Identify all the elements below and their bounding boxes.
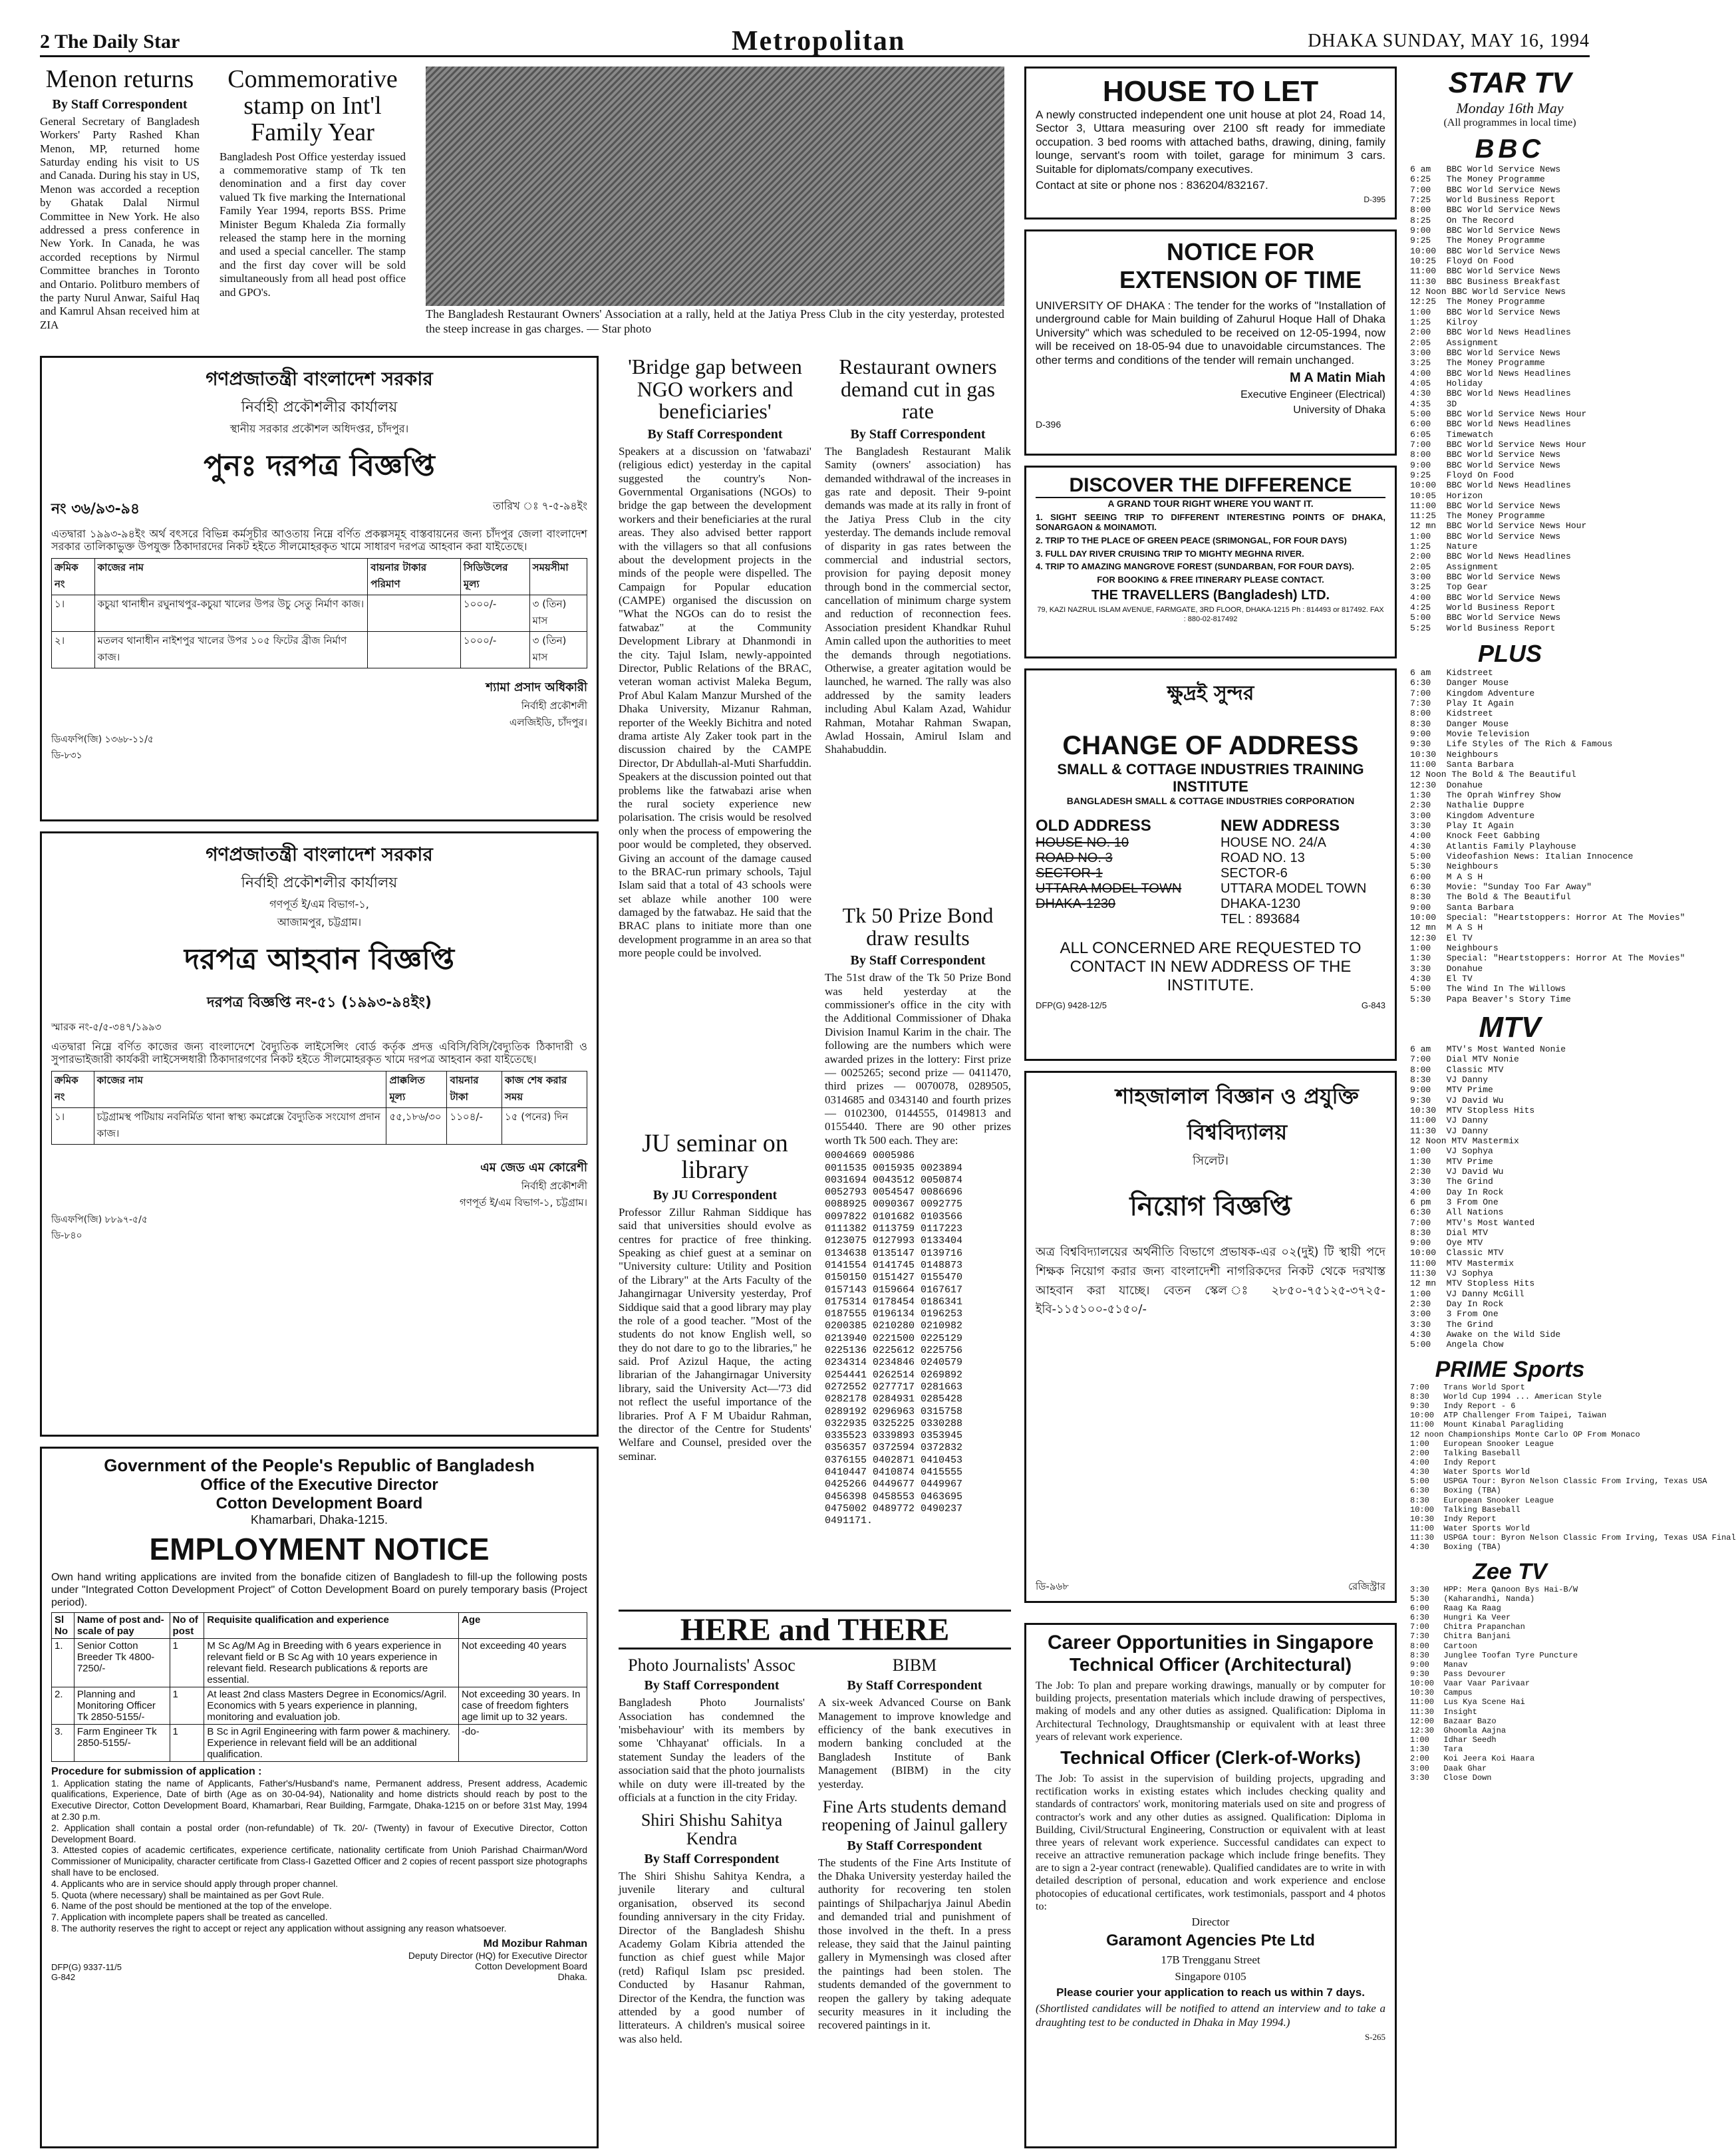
page-number: 2 The Daily Star: [40, 31, 180, 53]
mtv-logo: MTV: [1479, 1010, 1541, 1044]
col: বায়নার টাকার পরিমাণ: [368, 559, 461, 595]
ad-sub: স্থানীয় সরকার প্রকৌশল অধিদপ্তর, চাঁদপুর।: [229, 422, 409, 435]
col: কাজের নাম: [94, 559, 368, 595]
ad-tender-chittagong: [40, 831, 599, 1437]
ad-firm: Garamont Agencies Pte Ltd: [1106, 1932, 1315, 1950]
prime-schedule: 7:00 Trans World Sport 8:30 World Cup 1994 ... American Style 9:30 Indy Report - 6 10:00 ATP Challenger From Taipei, Taiwan 11:00 Mount Kinabal Paragliding 12 noon Championships Monte Carlo OP From Monaco 1:00 European Snooker League 2:00 Talking Baseball 4:00 Indy Report 4:30 Water Sports World 5:00 USPGA Tour: Byron Nelson Classic From Irving, Texas USA 6:30 Boxing (TBA) 8:30 European Snooker League 10:00 Talking Baseball 10:30 Indy Report 11:00 Water Sports World 11:30 USPGA tour: Byron Nelson Classic From Irving, Texas USA Final 4:30 Boxing (TBA): [1410, 1382, 1736, 1552]
ad-post: নির্বাহী প্রকৌশলী: [521, 1180, 587, 1193]
ad-office: নির্বাহী প্রকৌশলীর কার্যালয়: [241, 875, 398, 891]
col: সময়সীমা: [529, 559, 587, 595]
article-restaurant: [825, 356, 1011, 901]
bond-line: 0289192 0296963 0315758: [825, 1405, 963, 1417]
bond-line: 0134638 0135147 0139716: [825, 1247, 963, 1259]
new-address-line: TEL : 893684: [1221, 912, 1300, 927]
ad-item: 2. TRIP TO THE PLACE OF GREEN PEACE (SRIMONGAL, FOR FOUR DAYS): [1036, 535, 1347, 545]
article-body: The Shiri Shishu Sahitya Kendra, a juvenile literary and cultural organisation, observed its second founding anniversary in the city Friday. Director of the Bangladesh Shishu Academy Golam Kibria attended the function as chief guest while Major (retd) Rafiqul Islam psc presided. Conducted by Hasanur Rahman, Director of the Kendra, the function was attended by a good number of litterateurs. A children's musical soiree was also held.: [619, 1870, 805, 2045]
byline: By Staff Correspondent: [850, 953, 986, 968]
proc-item: 7. Application with incomplete papers shall be treated as cancelled.: [51, 1912, 328, 1923]
ad-post: Deputy Director (HQ) for Executive Director: [408, 1949, 587, 1961]
col: কাজ শেষ করার সময়: [502, 1072, 587, 1108]
old-address-line: DHAKA-1230: [1036, 897, 1116, 911]
old-address-line: UTTARA MODEL TOWN: [1036, 881, 1182, 896]
ad-gov: Government of the People's Republic of Bangladesh: [104, 1455, 535, 1475]
masthead: [40, 25, 1590, 57]
old-address-line: ROAD NO. 3: [1036, 851, 1113, 865]
job-body: The Job: To assist in the supervision of building projects, upgrading and rectification works in existing estates which includes checking quality and standards of contractors' work, monitoring materials used on site and progress of contractor's work and any other duties as assigned. Qualification: Diploma in Building, Civil/Structural Engineering, Construction or equivalent with at least three years of relevant work experience. Successful candidates can expect to receive an attractive remuneration package which include fringe benefits. They are to sign a 2-year contract (renewable). Qualified candidates are to write in with detailed description of personal, education and work experience and enclose photocopies of educational certificates, work testimonials, passport and 4 photos to:: [1036, 1773, 1385, 1912]
ad-heading: নিয়োগ বিজ্ঞপ্তি: [1129, 1191, 1292, 1222]
article-photojournalists: [619, 1656, 805, 2148]
proc-item: 3. Attested copies of academic certificates, experience certificate, nationality certificate from Unioh Parishad Chairman/Word Commissioner of Municipality, character certificate from Class-I Gazetted Officer and 2 copies of recent passport size photographs shall have to be enclosed.: [51, 1844, 587, 1878]
ad-address: Singapore 0105: [1175, 1969, 1246, 1983]
byline: By JU Correspondent: [652, 1187, 778, 1203]
bond-line: 0254441 0262514 0269892: [825, 1369, 963, 1381]
ad-body: এতদ্বারা ১৯৯৩-৯৪ইং অর্থ বৎসরে বিভিন্ন কর্মসূচীর আওতায় নিম্নে বর্ণিত প্রকল্পসমূহ বাস্তবায়নের জন্য চাঁদপুর জেলা বাংলাদেশ সরকার তালিকাভুক্ত উপযুক্ত ঠিকাদারদের নিকট হইতে সীলমোহরকৃত খামে সাধারণ দরপত্র আহবান করা যাইতেছে।: [51, 527, 587, 553]
article-body: The 51st draw of the Tk 50 Prize Bond was held yesterday at the commissioner's office in the city with the Additional Commissioner of Dhaka Division Inamul Karim in the chair. The following are the numbers which were awarded prizes in the lottery: First prize — 0025265; second prize — 0411470, third prizes — 0070078, 0289505, 0314685 and 0343140 and fourth prizes — 0102300, 0144555, 0149813 and 0155440. There are 90 other prizes worth Tk 500 each. They are:: [825, 971, 1011, 1147]
ad-discover: [1024, 466, 1397, 658]
new-address-line: ROAD NO. 13: [1221, 851, 1305, 865]
zee-logo: Zee TV: [1473, 1558, 1547, 1584]
headline: Shiri Shishu Sahitya Kendra: [641, 1810, 783, 1848]
table-row: ১। কচুয়া থানাধীন রঘুনাথপুর-কচুয়া খালের উপর উচু সেতু নির্মাণ কাজ। ১০০০/- ৩ (তিন) মাস: [52, 595, 587, 632]
ad-footer: FOR BOOKING & FREE ITINERARY PLEASE CONTACT.: [1097, 574, 1324, 585]
ad-sub: A GRAND TOUR RIGHT WHERE YOU WANT IT.: [1107, 498, 1314, 509]
ad-title: DISCOVER THE DIFFERENCE: [1036, 474, 1385, 498]
ad-code: D-395: [1364, 195, 1385, 205]
article-bibm: [818, 1656, 1011, 2148]
ad-title: HOUSE TO LET: [1102, 75, 1319, 108]
headline: Restaurant owners demand cut in gas rate: [839, 355, 997, 424]
col: ক্রমিক নং: [52, 559, 95, 595]
ad-org: University of Dhaka: [1293, 404, 1385, 416]
ad-place: গণপূর্ত ই/এম বিভাগ-১, চট্টগ্রাম।: [460, 1197, 587, 1209]
bond-line: 0052793 0054547 0086696: [825, 1187, 963, 1199]
col: Sl No: [52, 1612, 74, 1638]
bbc-schedule: 6 am BBC World Service News 6:25 The Money Programme 7:00 BBC World Service News 7:25 World Business Report 8:00 BBC World Service News 8:25 On The Record 9:00 BBC World Service News 9:25 The Money Programme 10:00 BBC World Service News 10:25 Floyd On Food 11:00 BBC World Service News 11:30 BBC Business Breakfast 12 Noon BBC World Service News 12:25 The Money Programme 1:00 BBC World Service News 1:25 Kilroy 2:00 BBC World News Headlines 2:05 Assignment 3:00 BBC World Service News 3:25 The Money Programme 4:00 BBC World News Headlines 4:05 Holiday 4:30 BBC World News Headlines 4:35 3D 5:00 BBC World Service News Hour 6:00 BBC World News Headlines 6:05 Timewatch 7:00 BBC World Service News Hour 8:00 BBC World Service News 9:00 BBC World Service News 9:25 Floyd On Food 10:00 BBC World News Headlines 10:05 Horizon 11:00 BBC World Service News 11:25 The Money Programme 12 mn BBC World Service News Hour 1:00 BBC World Service News 1:25 Nature 2:00 BBC World News Headlines 2:05 Assignment 3:00 BBC World Service News 3:25 Top Gear 4:00 BBC World Service News 4:25 World Business Report 5:00 BBC World Service News 5:25 World Business Report: [1410, 164, 1587, 633]
ad-gov: গণপ্রজাতন্ত্রী বাংলাদেশ সরকার: [206, 368, 433, 390]
new-address-line: HOUSE NO. 24/A: [1221, 835, 1326, 850]
ad-code-g: G-843: [1361, 1000, 1385, 1010]
ad-board: Cotton Development Board: [216, 1495, 423, 1512]
tender-table: [51, 558, 587, 668]
ad-office: নির্বাহী প্রকৌশলীর কার্যালয়: [241, 399, 398, 416]
bond-line: 0150150 0151427 0155470: [825, 1272, 963, 1284]
article-body: A six-week Advanced Course on Bank Management to improve knowledge and efficiency of the bank executives in modern banking concluded at the Bangladesh Institute of Bank Management (BIBM) in the city yesterday.: [818, 1696, 1011, 1791]
new-address-line: SECTOR-6: [1221, 866, 1288, 881]
ad-shahjalal: [1024, 1071, 1397, 1603]
ad-post: নির্বাহী প্রকৌশলী: [521, 700, 587, 712]
ad-title: পুনঃ দরপত্র বিজ্ঞপ্তি: [204, 449, 435, 483]
ad-no: দরপত্র বিজ্ঞপ্তি নং-৫১ (১৯৯৩-৯৪ইং): [207, 994, 432, 1011]
bond-line: 0011535 0015935 0023894: [825, 1162, 963, 1174]
ad-org: Cotton Development Board: [475, 1960, 587, 1971]
article-body: Bangladesh Post Office yesterday issued a commemorative stamp of Tk ten denomination and a first day cover valued Tk five marking the International Family Year 1994, reports BSS. Prime Minister Begum Khaleda Zia formally released the stamp here in the morning and used a special canceller. The stamp and the first day cover will be sold simultaneously from all head post office and GPO's.: [219, 150, 406, 299]
headline: Commemorative stamp on Int'l Family Year: [227, 65, 398, 146]
job-title: Technical Officer (Architectural): [1069, 1654, 1352, 1675]
bond-line: 0322935 0325225 0330288: [825, 1417, 963, 1429]
bond-line: 0456398 0458553 0463695: [825, 1491, 963, 1503]
photo-caption: The Bangladesh Restaurant Owners' Association at a rally, held at the Jatiya Press Club in the city yesterday, protested the steep increase in gas charges. — Star photo: [426, 307, 1004, 335]
bond-line: 0175314 0178454 0186341: [825, 1296, 963, 1308]
col: Requisite qualification and experience: [204, 1612, 459, 1638]
byline: By Staff Correspondent: [847, 1838, 982, 1853]
ad-courier: Please courier your application to reach us within 7 days.: [1056, 1985, 1365, 1999]
col: Name of post and-scale of pay: [74, 1612, 170, 1638]
bond-line: 0282178 0284931 0285428: [825, 1393, 963, 1405]
bond-line: 0200385 0210280 0210982: [825, 1320, 963, 1332]
ad-code: DFP(G) 9337-11/5: [51, 1961, 122, 1972]
bbc-logo: BBC: [1475, 134, 1545, 164]
headline: Tk 50 Prize Bond draw results: [842, 903, 994, 950]
ad-title: শাহজালাল বিজ্ঞান ও প্রযুক্তি বিশ্ববিদ্যালয়: [1115, 1083, 1359, 1145]
tv-date: Monday 16th May: [1456, 100, 1564, 116]
bond-line: 0234314 0234846 0240579: [825, 1357, 963, 1369]
bond-line: 0123075 0127993 0133404: [825, 1235, 963, 1247]
proc-item: 5. Quota (where necessary) shall be maintained as per Govt Rule.: [51, 1889, 325, 1900]
ad-body: অত্র বিশ্ববিদ্যালয়ের অর্থনীতি বিভাগে প্রভাষক-এর ০২(দুই) টি স্থায়ী পদে শিক্ষক নিয়োগ করার জন্য বাংলাদেশী নাগরিকদের নিকট থেকে দরখাস্ত আহবান করা যাচ্ছে। বেতন স্কেল ঃ ২৮৫০-৭৫১২৫-৩৭২৫-ইবি-১১৫১০০-৫১৫০/-: [1036, 1245, 1385, 1317]
ad-place: এলজিইডি, চাঁদপুর।: [509, 716, 587, 729]
bond-line: 0111382 0113759 0117223: [825, 1223, 963, 1235]
col: প্রাক্কলিত মূল্য: [386, 1072, 447, 1108]
bond-numbers: [825, 1150, 1011, 1527]
employment-table: [51, 1612, 587, 1762]
section-title: HERE and THERE: [680, 1612, 950, 1648]
ad-director: Director: [1191, 1916, 1230, 1928]
ad-title: EMPLOYMENT NOTICE: [149, 1532, 490, 1566]
bond-line: 0335523 0339893 0353945: [825, 1430, 963, 1442]
col: No of post: [170, 1612, 204, 1638]
zee-schedule: 3:30 HPP: Mera Qanoon Bys Hai-B/W 5:30 (Kaharandhi, Nanda) 6:00 Raag Ka Raag 6:30 Hungri Ka Veer 7:00 Chitra Prapanchan 7:30 Chitra Banjani 8:00 Cartoon 8:30 Junglee Toofan Tyre Puncture 9:00 Manav 9:30 Pass Devourer 10:00 Vaar Vaar Parivaar 10:30 Campus 11:00 Lus Kya Scene Hai 11:30 Insight 12:00 Bazaar Bazo 12:30 Ghoomla Aajna 1:00 Idhar Seedh 1:30 Tara 2:00 Koi Jeera Koi Haara 3:00 Daak Ghar 3:30 Close Down: [1410, 1584, 1578, 1783]
bond-line: 0225136 0225612 0225756: [825, 1345, 963, 1357]
article-stamp: [219, 67, 406, 353]
ad-gov: গণপ্রজাতন্ত্রী বাংলাদেশ সরকার: [206, 843, 433, 865]
proc-heading: Procedure for submission of application :: [51, 1765, 262, 1777]
ad-item: 3. FULL DAY RIVER CRUISING TRIP TO MIGHTY MEGHNA RIVER.: [1036, 548, 1304, 559]
old-address-heading: OLD ADDRESS: [1036, 817, 1151, 835]
ad-career-singapore: [1024, 1623, 1397, 2148]
article-body: The students of the Fine Arts Institute of the Dhaka University yesterday hailed the authority for recovering ten stolen paintings of Shilpacharjya Jainul Abedin and demanded trial and punishment of those involved in the theft. In a press release, they said that the Jainul painting gallery in Mymensingh was closed after the paintings had been stolen. The students demanded of the government to reopen the gallery by taking adequate security measures in it including the recovered paintings in it.: [818, 1856, 1011, 2032]
ad-house-to-let: [1024, 67, 1397, 219]
ad-body: UNIVERSITY OF DHAKA : The tender for the works of "Installation of underground cable for Main building of Zahurul Hoque Hall of Dhaka University" which was scheduled to be received on 12-05-1994, now will be received on 18-05-94 due to unavoidable circumstances. The other terms and conditions of the tender will remain unchanged.: [1036, 299, 1385, 366]
ad-city: সিলেট।: [1193, 1154, 1229, 1168]
headline: Fine Arts students demand reopening of Jainul gallery: [821, 1797, 1008, 1835]
byline: By Staff Correspondent: [850, 426, 986, 442]
job-title: Technical Officer (Clerk-of-Works): [1060, 1747, 1361, 1768]
star-tv-logo: STAR TV: [1448, 67, 1572, 99]
article-body: The Bangladesh Restaurant Malik Samity (owners' association) has demanded withdrawal of the increases in gas rate and deposit. Their 9-point demands was made at its rally in front of the Jatiya Press Club in the city yesterday. The demands include removal of disparity in gas rates between the commercial and industrial sectors, provision for paying deposit money through bond in the commercial sector, cancellation of minimum charge system and reduction of reconnection fees. Association president Khandkar Ruhul Amin called upon the authorities to meet the demands through negotiations. Otherwise, a greater agitation would be launched, he warned. The rally was also addressed by the samity leaders including Abul Kalam Azad, Wahidur Rahman, Motahar Rahman Swapan, Awlad Hossain, Amirul Islam and Shahabuddin.: [825, 444, 1011, 756]
proc-item: 6. Name of the post should be mentioned at the top of the envelope.: [51, 1900, 332, 1912]
table-row: 2. Planning and Monitoring Officer Tk 2850-5155/- 1 At least 2nd class Masters Degree in Economics/Agril. Economics with 5 years experience in planning, monitoring and evaluation job. Not exceeding 30 years. In case of freedom fighters age limit up to 32 years.: [52, 1687, 587, 1724]
ad-corp: BANGLADESH SMALL & COTTAGE INDUSTRIES CORPORATION: [1066, 795, 1355, 806]
bond-line: 0410447 0410874 0415555: [825, 1466, 963, 1478]
table-row: ২। মতলব থানাধীন নাইশপুর খালের উপর ১০৫ ফিটের ব্রীজ নির্মাণ কাজ। ১০০০/- ৩ (তিন) মাস: [52, 632, 587, 668]
ad-addr: Khamarbari, Dhaka-1215.: [250, 1513, 388, 1526]
proc-item: 2. Application shall contain a postal order (non-refundable) of Tk. 20/- (Twenty) in favour of Executive Director, Cotton Development Board.: [51, 1822, 587, 1844]
ad-registrar: রেজিস্ট্রার: [1348, 1580, 1385, 1592]
ad-change-address: [1024, 668, 1397, 1061]
bond-line: 0004669 0005986: [825, 1150, 915, 1162]
plus-logo: PLUS: [1477, 640, 1542, 668]
table-row: 1. Senior Cotton Breeder Tk 4800-7250/- 1 M Sc Ag/M Ag in Breeding with 6 years experience in relevant field or B Sc Ag with 10 years experience in relevant field. Research publications & reports are essential. Not exceeding 40 years: [52, 1638, 587, 1687]
bond-line: 0425266 0449677 0449967: [825, 1479, 963, 1491]
ad-office: Office of the Executive Director: [200, 1476, 438, 1494]
article-body: General Secretary of Bangladesh Workers' Party Rashed Khan Menon, MP, returned home Saturday ending his visit to US and Canada. During his stay in US, Menon was accorded a reception by Ghatak Dalal Nirmul Committee in New York. He also addressed a press conference in New York. In Canada, he was accorded receptions by Nirmul Committee branches in Toronto and Ontario. Politburo members of the party Nurul Anwar, Saiful Haq and Kamrul Ahsan received him at ZIA: [40, 114, 200, 331]
ad-code: S-265: [1364, 2032, 1385, 2043]
col: সিডিউলের মূল্য: [460, 559, 529, 595]
ad-tender-chandpur: [40, 356, 599, 821]
prime-logo: PRIME Sports: [1435, 1356, 1585, 1382]
ad-item: 4. TRIP TO AMAZING MANGROVE FOREST (SUNDARBAN, FOR FOUR DAYS).: [1036, 561, 1354, 572]
ad-addr: আজামপুর, চট্টগ্রাম।: [277, 916, 362, 929]
col: Age: [459, 1612, 587, 1638]
byline: By Staff Correspondent: [847, 1678, 982, 1693]
here-and-there-banner: [619, 1610, 1011, 1650]
ad-sign: Md Mozibur Rahman: [483, 1938, 587, 1949]
bond-line: 0213940 0221500 0225129: [825, 1332, 963, 1344]
new-address-line: DHAKA-1230: [1221, 897, 1301, 911]
tv-note: (All programmes in local time): [1443, 117, 1576, 128]
ad-shortlist: (Shortlisted candidates will be notified to attend an interview and to take a draughting test to be conducted in Dhaka in May 1994.): [1036, 2002, 1385, 2029]
section-title: Metropolitan: [732, 26, 906, 57]
old-address-line: SECTOR-1: [1036, 866, 1103, 881]
byline: By Staff Correspondent: [644, 1852, 780, 1867]
byline: By Staff Correspondent: [647, 426, 783, 442]
table-row: 3. Farm Engineer Tk 2850-5155/- 1 B Sc in Agril Engineering with farm power & machinery. Experience in relevant field will be an additional qualification. -do-: [52, 1724, 587, 1761]
ad-cotton-employment: [40, 1447, 599, 2148]
bond-line: 0376155 0402871 0410453: [825, 1454, 963, 1466]
byline: By Staff Correspondent: [644, 1678, 780, 1693]
ad-brand: ক্ষুদ্রই সুন্দর: [1167, 682, 1254, 705]
bond-line: 0356357 0372594 0372832: [825, 1442, 963, 1454]
ad-title: NOTICE FOR EXTENSION OF TIME: [1119, 238, 1362, 293]
ad-memo: স্মারক নং-৫/৫-৩৪৭/১৯৯৩: [51, 1021, 162, 1033]
ad-code: ডিএফপি(জি) ৮৮৯৭-৫/৫: [51, 1215, 148, 1226]
col: ক্রমিক নং: [52, 1072, 94, 1108]
ad-title: দরপত্র আহবান বিজ্ঞপ্তি: [184, 942, 455, 976]
news-photo: [426, 67, 1004, 306]
ad-code: ডিএফপি(জি) ১৩৬৮-১১/৫: [51, 734, 154, 746]
ad-note: ALL CONCERNED ARE REQUESTED TO CONTACT IN NEW ADDRESS OF THE INSTITUTE.: [1060, 939, 1362, 994]
plus-schedule: 6 am Kidstreet 6:30 Danger Mouse 7:00 Kingdom Adventure 7:30 Play It Again 8:00 Kidstreet 8:30 Danger Mouse 9:00 Movie Television 9:30 Life Styles of The Rich & Famous 10:30 Neighbours 11:00 Santa Barbara 12 Noon The Bold & The Beautiful 12:30 Donahue 1:30 The Oprah Winfrey Show 2:30 Nathalie Duppre 3:00 Kingdom Adventure 3:30 Play It Again 4:00 Knock Feet Gabbing 4:30 Atlantis Family Playhouse 5:00 Videofashion News: Italian Innocence 5:30 Neighbours 6:00 M A S H 6:30 Movie: "Sunday Too Far Away" 8:30 The Bold & The Beautiful 9:00 Santa Barbara 10:00 Special: "Heartstoppers: Horror At The Movies" 12 mn M A S H 12:30 El TV 1:00 Neighbours 1:30 Special: "Heartstoppers: Horror At The Movies" 3:30 Donahue 4:30 El TV 5:00 The Wind In The Willows 5:30 Papa Beaver's Story Time: [1410, 668, 1685, 1004]
ad-address: 17B Trengganu Street: [1161, 1953, 1260, 1967]
headline: Menon returns: [45, 65, 194, 93]
bond-line: 0141554 0141745 0148873: [825, 1259, 963, 1271]
rally-photo: [426, 67, 1004, 306]
new-address-line: UTTARA MODEL TOWN: [1221, 881, 1367, 896]
mtv-schedule: 6 am MTV's Most Wanted Nonie 7:00 Dial MTV Nonie 8:00 Classic MTV 8:30 VJ Danny 9:00 MTV Prime 9:30 VJ David Wu 10:30 MTV Stopless Hits 11:00 VJ Danny 11:30 VJ Danny 12 Noon MTV Mastermix 1:00 VJ Sophya 1:30 MTV Prime 2:30 VJ David Wu 3:30 The Grind 4:00 Day In Rock 6 pm 3 From One 6:30 All Nations 7:00 MTV's Most Wanted 8:30 Dial MTV 9:00 Oye MTV 10:00 Classic MTV 11:00 MTV Mastermix 11:30 VJ Sophya 12 mn MTV Stopless Hits 1:00 VJ Danny McGill 2:30 Day In Rock 3:00 3 From One 3:30 The Grind 4:30 Awake on the Wild Side 5:00 Angela Chow: [1410, 1044, 1566, 1350]
bond-line: 0088925 0090367 0092775: [825, 1199, 963, 1211]
ad-d: ডি-৮৩১: [51, 750, 82, 762]
ad-address: 79, KAZI NAZRUL ISLAM AVENUE, FARMGATE, 3RD FLOOR, DHAKA-1215 Ph : 814493 or 817492. FAX : 880-02-817492: [1037, 606, 1384, 623]
byline: By Staff Correspondent: [52, 96, 188, 112]
article-ju: [619, 1131, 811, 1603]
ad-code: ডি-৯৬৮: [1036, 1580, 1069, 1592]
bond-line: 0491171.: [825, 1515, 873, 1527]
ad-body: এতদ্বারা নিম্নে বর্ণিত কাজের জন্য বাংলাদেশে বৈদ্যুতিক লাইসেন্সিং বোর্ড কর্তৃক প্রদত্ত এবিসি/বিসি/বৈদ্যুতিক ঠিকাদারী ও সুপারভাইজারী কার্যকরী লাইসেন্সধারী ঠিকাদারগণের নিকট হইতে সীলমোহরকৃত খামে দরপত্র আহবান করা যাইতেছে।: [51, 1040, 587, 1066]
bond-line: 0475002 0489772 0490237: [825, 1503, 963, 1514]
ad-item: 1. SIGHT SEEING TRIP TO DIFFERENT INTERESTING POINTS OF DHAKA, SONARGAON & MOINAMOTI.: [1036, 511, 1385, 533]
ad-date: তারিখ ঃ ৭-৫-৯৪ইং: [493, 500, 587, 512]
ad-sign: M A Matin Miah: [1289, 370, 1385, 385]
bond-line: 0031694 0043512 0050874: [825, 1174, 963, 1186]
ad-intro: Own hand writing applications are invited from the bonafide citizen of Bangladesh to fill-up the following posts under "Integrated Cotton Development Project" of Cotton Development Board on purely temporary basis (Project period).: [51, 1572, 587, 1609]
article-body: Professor Zillur Rahman Siddique has said that universities should evolve as centres for practice of free thinking. Speaking as chief guest at a seminar on "University culture: Utility and Position of the Library" at the Arts Faculty of the Jahangirnagar University yesterday, Prof Siddique said that a good library may play the role of a good teacher. "Most of the students do not know English well, so they do not dare to go to the libraries," he said. Prof Azizul Haque, the acting librarian of the Jahangirnagar University library, said the University Act—'73 did not reflect the useful importance of the libraries. Prof A F M Ubaidur Rahman, the director of the Centre for Students' Welfare and Counsel, presided over the seminar.: [619, 1205, 811, 1463]
proc-item: 8. The authority reserves the right to accept or reject any application without assigning any reason whatsoever.: [51, 1922, 507, 1934]
bond-line: 0157143 0159664 0167617: [825, 1284, 963, 1296]
ad-body: A newly constructed independent one unit house at plot 24, Road 14, Sector 3, Uttara measuring over 2100 sft ready for immediate occupation. 3 bed rooms with attached baths, drawing, dining, family lounge, servant's room with toilet, garage for minimum 3 cars. Suitable for diplomats/company executives.: [1036, 108, 1385, 176]
tv-schedule: [1410, 67, 1736, 2148]
col: বায়নার টাকা: [447, 1072, 502, 1108]
ad-post: Executive Engineer (Electrical): [1240, 388, 1385, 400]
ad-no: নং ৩৬/৯৩-৯৪: [51, 501, 140, 517]
ad-code-g: G-842: [51, 1971, 76, 1982]
old-address-line: HOUSE NO. 10: [1036, 835, 1129, 850]
proc-item: 1. Application stating the name of Applicants, Father's/Husband's name, Permanent address, Present address, Academic qualifications, Experience, Date of birth (Age as on 30-04-94), Nationality and home districts should reach by post to the Executive Director, Cotton Development Board, Khamarbari, Rear Building, Farmgate, Dhaka-1215 on or before 31st May, 1994 at 2.30 p.m.: [51, 1777, 587, 1822]
ad-company: THE TRAVELLERS (Bangladesh) LTD.: [1091, 588, 1330, 603]
article-prize-bond: [825, 905, 1011, 1603]
headline: 'Bridge gap between NGO workers and beneficiaries': [628, 355, 802, 424]
bond-line: 0187555 0196134 0196253: [825, 1308, 963, 1320]
ad-org: SMALL & COTTAGE INDUSTRIES TRAINING INSTITUTE: [1057, 761, 1364, 795]
job-body: The Job: To plan and prepare working drawings, manually or by computer for building projects, presentation materials which include drawing of perspectives, making of models and any other duties as assigned. Qualification: Diploma in Architectural Technology, Draughtsmanship or equivalent with at least three years of relevant work experience.: [1036, 1680, 1385, 1743]
new-address-heading: NEW ADDRESS: [1221, 817, 1340, 835]
bond-line: 0097822 0101682 0103566: [825, 1211, 963, 1222]
ad-title: Career Opportunities in Singapore: [1047, 1632, 1374, 1653]
ad-code: DFP(G) 9428-12/5: [1036, 1000, 1107, 1010]
ad-code: D-396: [1036, 419, 1062, 430]
dateline: DHAKA SUNDAY, MAY 16, 1994: [1308, 31, 1590, 51]
ad-contact: Contact at site or phone nos : 836204/832167.: [1036, 178, 1268, 192]
ad-d: ডি-৮৪০: [51, 1230, 82, 1242]
tender-table: [51, 1071, 587, 1145]
ad-sign: শ্যামা প্রসাদ অধিকারী: [486, 680, 587, 695]
col: কাজের নাম: [94, 1072, 386, 1108]
proc-item: 4. Applicants who are in service should apply through proper channel.: [51, 1878, 339, 1889]
headline: JU seminar on library: [642, 1129, 788, 1184]
ad-city: Dhaka.: [557, 1971, 587, 1982]
headline: BIBM: [892, 1655, 937, 1675]
article-body: Bangladesh Photo Journalists' Association has condemned the 'misbehaviour' with its members by some 'Chhayanat' officials. In a statement Sunday the leaders of the association said that the photo journalists while on duty were ill-treated by the officials at a function in the city Friday.: [619, 1696, 805, 1804]
ad-notice-extension: [1024, 229, 1397, 456]
ad-sign: এম জেড এম কোরেশী: [480, 1161, 587, 1175]
article-menon: [40, 67, 200, 353]
ad-sub: গণপূর্ত ই/এম বিভাগ-১,: [269, 898, 369, 911]
bond-line: 0272552 0277717 0281663: [825, 1381, 963, 1393]
ad-title: CHANGE OF ADDRESS: [1062, 731, 1359, 760]
headline: Photo Journalists' Assoc: [628, 1655, 796, 1675]
article-body: Speakers at a discussion on 'fatwabazi' (religious edict) yesterday in the capital suggested the country's Non-Governmental Organisations (NGOs) to bridge the gap between the development workers and their beneficiaries at the rural areas. They also advised better rapport with the villagers so that all confusions about the development projects in the minds of the people were dispelled. The Campaign for Popular education (CAMPE) organised the discussion on "What the NGOs can do to resist the fatwabaz" at the Community Development Library at Dhanmondi in the city. Tajul Islam, newly-appointed Director, Public Relations of the BRAC, veteran woman activist Maleka Begum, Prof Abul Kalam Manzur Murshed of the Dhaka University, Mizanur Rahman, reporter of the Weekly Bichitra and noted drama artiste Aly Zaker took part in the discussion chaired by the CAMPE Director, Dr Abdullah-al-Muti Sharfuddin. Speakers at the discussion pointed out that problems like the fatwabazi arise when the rural society experience new polarisation. The crisis would be resolved only when the process of empowering the poor would be completed, they observed. Giving an account of the damage caused to the BRAC-run primary schools, Tajul Islam said that a total of 43 schools were set ablaze while another 100 were damaged by the fatwabaz. He said that the BRAC plans to initiate more than one development programme in an area so that more people could be involved.: [619, 444, 811, 960]
table-row: ১। চট্টগ্রামস্থ পটিয়ায় নবনির্মিত থানা স্বাস্থ্য কমপ্লেক্সে বৈদ্যুতিক সংযোগ প্রদান কাজ। ৫৫,১৮৬/৩০ ১১০৪/- ১৫ (পনের) দিন: [52, 1108, 587, 1145]
